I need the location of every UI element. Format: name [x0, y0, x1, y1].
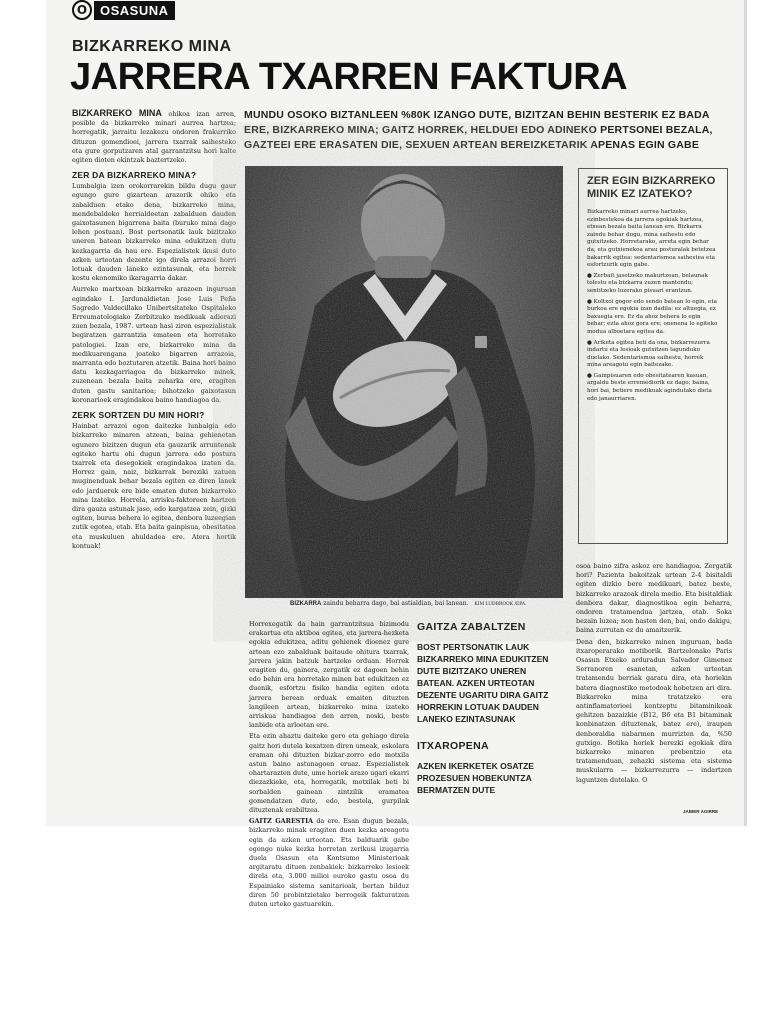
pull-quote-2: AZKEN IKERKETEK OSATZE PROZESUEN HOBEKUNTZA BERMATZEN DUTE: [417, 761, 534, 795]
lead-word: BIZKARREKO MINA: [72, 108, 162, 118]
section-logo: O: [72, 0, 92, 20]
section-header: [72, 0, 175, 20]
photo-caption: [290, 600, 525, 607]
sidebar-body: [587, 209, 719, 403]
article-column-2: [249, 620, 410, 909]
deck: MUNDU OSOKO BIZTANLEEN %80K IZANGO DUTE, BIZITZAN BEHIN BESTERIK EZ BADA ERE, BIZKARREKO MINA; GAITZ HORREK, HELDUEI EDO ADINEKO PERTSONEI BEZALA, GAZTEEI ERE ERASATEN DIE, SEXUEN ARTEAN BEREIZKETARIK APENAS EGIN GABE: [244, 109, 713, 151]
tips-sidebar: [578, 168, 728, 544]
author-signature: JABIER AGIRRE: [683, 809, 719, 814]
paragraph: Eta ezin ahaztu daiteke gero eta gehiago direla gaitz hori dutela kexatzen diren umeak, eskolara eraman ohi dituzten bizkar-zorro edo motxila astun baino astunagoen eruaz. Espezialistek ohartarazten dute, ume horiek arazo ugari ekarri diezazkieke, eta, horregatik, motxilak beti bi sorbalden gainean zintzilik eramatea gomendatzen dute, edo, bestela, gurpilak dituztenak erabiltzea.: [249, 732, 409, 815]
sidebar-bullet: ● Gainpisuaren edo obesitatearen kasuan, argaldu beste erremediorik ez dago; baina, hori bai, betiere medikuak agindutako dieta edo janaurriaren.: [587, 372, 712, 402]
subheading: ZERK SORTZEN DU MIN HORI?: [72, 410, 205, 421]
paragraph: Aurreko martxoan bizkarreko arazoen inguruan egindako I. Jardunaldietan Jose Luis Peña Sagredo Valdecillako Unibertsitateko Ospitaleko Erreumatologiako Zerbitzuko medikuak adierazi zuen bezala, 1987. urtean hasi ziren espezialistak begiratzen garrantzia emateen eta horretako patologiei. Izan ere, bizkarreko mina da medikuarengana joateko bigarren arrazoia, marranta edo boztutaren atzetik. Baina hori baino datu kezkagarriagoa da bizkarreko minek, zuzenean bezala baita zeharka ere, eragiten duten gastu sanitarioa; bihotzeko gaixotasun koronarioek eragindakoa baino handiagoa da.: [72, 285, 236, 404]
inline-heading: GAITZ GARESTIA: [249, 817, 314, 826]
paragraph: Horrexegatik da hain garrantzitsua bizimodu erakartua eta aktiboa egitea, eta jarrera-hezketa egokia edukitzea, aditu gehienek dioenez gure artean ezo zabalduak baitaude ohitura txarrak, jarrera jakin batzuk hartzeko orduan. Horrek eragiten du, gainera, zergatik ez dagoen behin edo behin era horretako minen bat edukitzen ez duenik, esfortzu fisiko handia egiten edota jarrera berean orduak emaiten dituzten langileen artean, bizkarreko mina izateko arriskua handiagoa den arren, noski, beste lanbide eta arloetan ere.: [249, 620, 409, 730]
sidebar-bullet: ● Zerbait jasotzeko makurtzean, belaunak tolestu eta bizkarra zuzen mantendu; sentitzeko luzerako pisuari erantzun.: [587, 272, 708, 294]
headline: JARRERA TXARREN FAKTURA: [70, 56, 628, 98]
photo-credit: KIM LUDBROOK /EPA: [474, 602, 526, 607]
sidebar-title: ZER EGIN BIZKARREKO MINIK EZ IZATEKO?: [587, 175, 716, 200]
photo-illustration: [245, 166, 563, 598]
paragraph: Hainbat arrazoi egon daitezke lunbalgia edo bizkarreko minaren atzean, baina gehienetan egunero bizitzen dugun eta gauzarik arruntenak egiteko hartu ohi dugun jarrera edo postura txarrek eta desegokiek eragindakoa izaten da. Horrez gain, naiz, bizkarrak bereziki zatuen muginenduak behar bezala egiten ez diren lanek edo jarduerek ere bide ematen duten bizkarreko mina izateko. Horrela, arrisku-faktoreen hartzen dira gauza astunak jaso, edo kargatzea zein, gizki egiten, burua behera lo egitea, denbora luzeegian zutik egotea, etab. Eta baita gainpisua, obesitatea eta muskuluen ahuldadea ere. Atera hortik kontuak!: [72, 422, 236, 550]
subheading-itxaropena: ITXAROPENA: [417, 740, 489, 752]
article-column-1: [72, 108, 236, 828]
caption-bold: BIZKARRA: [290, 601, 322, 607]
page-edge: [744, 0, 747, 826]
section-name: OSASUNA: [94, 1, 175, 20]
kicker: BIZKARREKO MINA: [72, 38, 232, 55]
caption-text: zaindu beharra dago, bai astialdian, bai lanean.: [323, 600, 469, 607]
paragraph: osoa baino zifra askoz ere handiagoa. Zergatik hori? Pazienta bakoitzak urtean 2-4 bisitaldi egiten dizkio bere medikuari, batez beste, bizkarreko arazoak direla medio. Eta bisitaldiak denbora dakar, diagnostikoa egin beharra, ondoren tratamendua jartzea, etab. Soka bezain luzea; non hasten den, bai, ondo dakigu, baina zurrutan ez du amaitzerik.: [576, 562, 732, 635]
sidebar-bullet: ● Ariketa egitea beti da ona, bizkarrezurra indartu eta lesioak gutxitzen lagunduko duelako. Sedentarismoa saihestu, horrek mina areagotu egin baitezake.: [587, 339, 710, 369]
paragraph: da ere. Esan dugun bezala, bizkarreko minak eragiten duen kezka areagotu egin da azken urteotan. Eta balduarik gabe egongo nuke kezka horretan zerikusi izugarria duela Osasun eta Kontsumo Ministerioak argitaratu dituen zenbakiek: bizkarreko lesioek direla eta, 3.000 milioi euroko gastu osoa du Espainiako sistema sanitarioak, bertan bilduz diren 50 probintzietako berrogeik fakturatzen duten urteko gastuarekin.: [249, 817, 410, 909]
sidebar-bullet: ● Koltxoi gogor edo sendo batean lo egin, eta burkoa ere egokia izan dadila: ez altuegia, ez baxuegia ere. Ez da ahoz behera lo egin behar; ezta ahoz gora ere; onenena lo egiteko modua alboetara egitea da.: [587, 298, 718, 335]
rugby-player-photo: [245, 166, 563, 598]
pull-quote-1: BOST PERTSONATIK LAUK BIZKARREKO MINA EDUKITZEN DUTE BIZITZAKO UNEREN BATEAN. AZKEN URTEOTAN DEZENTE UGARITU DIRA GAITZ HORREKIN LOTUAK DAUDEN LANEKO EZINTASUNAK: [417, 642, 549, 724]
sidebar-intro: Bizkarreko minari aurrea hartzeko, ezinbestekoa da jarrera egokiak hartzea, etxean bezala baita lanean ere. Bizkarra zaindu behar dugu, mina saihestu edo gutxitzeko. Horretarako, arreta egin behar da, eta gutxienekoa arau posturalak betetzea bakarrik egitea: sedentarismoa saihestea eta esfortzurik egin gabe.: [587, 209, 716, 269]
subheading-gaitza: GAITZA ZABALTZEN: [417, 621, 526, 633]
subheading: ZER DA BIZKARREKO MINA?: [72, 170, 197, 181]
paragraph: Dena den, bizkarreko minen inguruan, bada itxaroperarako motiborik. Bartzelonako Paris Osasun Etxeko arduradun Salvador Gimenez Serranoren esanetan, azken urteotan tratamendu berriak garatu dira, eta horiekin batera diagnostiko metodoak hobetzen ari dira. Bizkarreko mina tratatzeko era antinflamatorioei kontzeptu bitaminikoak gehitzen bazaizkie (B12, B6 eta B1 bitaminak konbinatzen dituztenak, batez ere), iraupen denboraldia nabarmen murrizten da, %50 gutxigo. Botika horiek berezki egokiak dira bizkarreko minaren prebentzio eta tratamenduan, zehazki sistema eta sistema muskularra — bizkarrezurra — indartzen laguntzen dutelako. O: [576, 637, 732, 784]
paragraph: ohikoa izan arren, posible da bizkarreko minari aurrea hartzea; horregatik, jarraitu lezakezu ondoren frakurriko dituzun gomendioei, jarrera txarrak saihesteko eta gure gorputzaren atal garrantzitsu hori kalte egiten dioten ekintzak baztertzeko.: [72, 110, 236, 165]
article-column-4: [576, 562, 732, 808]
paragraph: Lumbalgia izen orokorrarekin bildu dugu gaur egungo gure gizartean arazorik ohiko eta zabalduen etako dena, bizkarreko mina, mendebaldeko herrialdeetan zabalduen dauden gaixotasunen bigarrena baita (buruko mina dago lehen postuan). Bost pertsonatik lauk bizitzako uneren batean bizkarreko mina edukitzen dutu kezkagarria da hau ere. Espezialistek ikusi dute azken urteotan dezente igo direla arrazoi horri lotuak dauden laneko ezintasunak, eta horrek kostu ekonomiko ikaragarria dakar.: [72, 182, 236, 283]
